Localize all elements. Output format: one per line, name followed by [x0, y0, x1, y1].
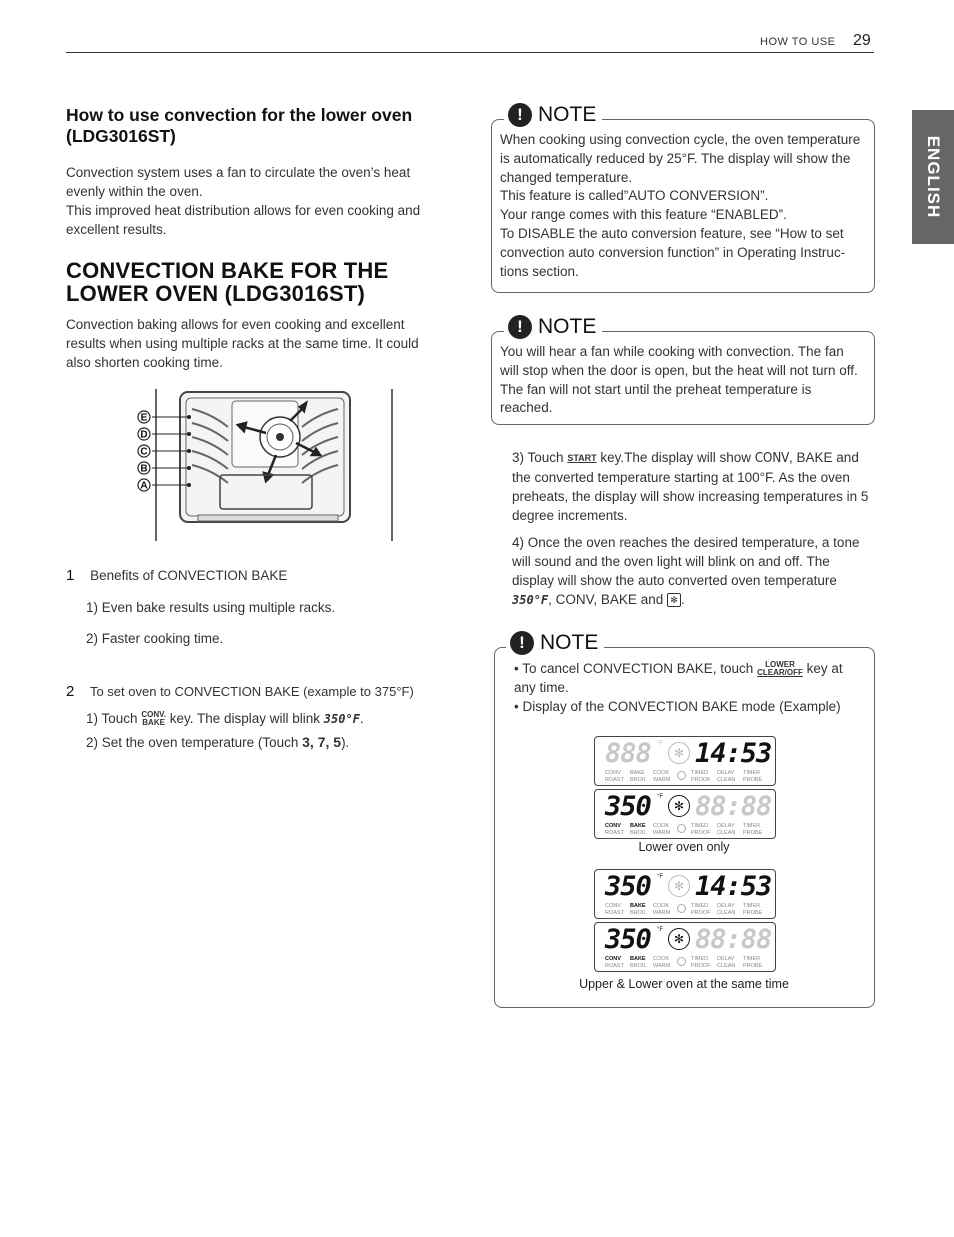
- lock-icon: [677, 957, 686, 966]
- setoven-step-2-text: 2) Set the oven temperature (Touch: [86, 735, 299, 750]
- step-4-text: 4) Once the oven reaches the desired temperature, a tone will sound and the oven light will blink on and off. The display will show the auto converted oven temperature: [512, 535, 860, 588]
- mode-label: BROIL: [630, 910, 647, 916]
- lock-icon: [677, 824, 686, 833]
- clock-digits: 88:88: [695, 924, 772, 955]
- caption-lower-oven: Lower oven only: [638, 840, 730, 854]
- display-readout: 350°F: [323, 712, 360, 726]
- mode-label: WARM: [653, 777, 671, 783]
- header-section-label: HOW TO USE: [760, 36, 836, 48]
- subsection-title: How to use convection for the lower oven (LDG3016ST): [66, 105, 413, 146]
- lock-icon: [677, 771, 686, 780]
- mode-label: COOK: [653, 770, 670, 776]
- bake-indicator: BAKE: [600, 592, 637, 607]
- setoven-step-2: [86, 733, 349, 752]
- key-line: CONV.: [141, 710, 166, 720]
- convection-fan-icon: ✻: [668, 742, 690, 764]
- mode-label: CONV: [605, 770, 621, 776]
- conv-indicator: CONV: [555, 592, 594, 607]
- oven-temp-digits: 350: [605, 871, 651, 902]
- step-4-text: and: [640, 592, 664, 607]
- step-3: 3) Touch START key.The display will show CONV, BAKE and the converted temperature starting at 100°F. As the oven preheats, the display will show increasing temperatures in 5 degree increments.: [512, 450, 869, 523]
- mode-label: TIMED: [691, 823, 709, 829]
- exclamation-icon: !: [508, 103, 532, 127]
- step-3-text: key.The display will show: [600, 450, 751, 465]
- mode-label: COOK: [653, 823, 670, 829]
- mode-label: CONV: [605, 823, 621, 829]
- rack-label: D: [140, 429, 148, 441]
- mode-label: BAKE: [630, 770, 645, 776]
- note-2-text: You will hear a fan while cooking with convection. The fan will stop when the door is open, but the heat will not turn off. The fan will not start until the preheat temperature is reached.: [500, 344, 858, 416]
- page-number: 29: [853, 32, 871, 49]
- benefits-heading: [66, 566, 287, 585]
- convection-fan-icon: ✻: [668, 795, 690, 817]
- bake-indicator: BAKE: [796, 450, 833, 465]
- setoven-step-2-text: ).: [341, 735, 350, 750]
- degree-f-indicator: °F: [657, 927, 664, 933]
- subsection-paragraph-1: Convection system uses a fan to circulate the oven’s heat evenly within the oven.: [66, 165, 411, 199]
- display-panel: [594, 736, 776, 786]
- setoven-step-1: 1) Touch CONV. BAKE key. The display will blink 350°F.: [86, 710, 364, 728]
- note-header-3: [506, 631, 604, 655]
- mode-label: WARM: [653, 910, 671, 916]
- mode-label: TIMED: [691, 903, 709, 909]
- mode-label: TIMED: [691, 770, 709, 776]
- mode-label: PROOF: [691, 910, 711, 916]
- mode-label: PROOF: [691, 830, 711, 836]
- benefit-item: 1) Even bake results using multiple racks.: [86, 600, 336, 615]
- mode-label: TIMER: [743, 903, 761, 909]
- section-intro: Convection baking allows for even cooking and excellent results when using multiple racks at the same time. It could also shorten cooking time.: [66, 317, 419, 370]
- note-3-text: To cancel CONVECTION BAKE, touch: [522, 661, 754, 676]
- mode-label: DELAY: [717, 770, 735, 776]
- display-panel: [594, 922, 776, 972]
- display-panel: [594, 789, 776, 839]
- clock-digits: 14:53: [695, 871, 772, 902]
- convection-fan-icon: ✻: [668, 928, 690, 950]
- mode-label: CLEAN: [717, 777, 736, 783]
- lower-clear-off-key: [757, 661, 803, 677]
- caption-both-ovens: Upper & Lower oven at the same time: [579, 977, 789, 991]
- lock-icon: [677, 904, 686, 913]
- conv-bake-key: [141, 711, 166, 727]
- mode-label: BROIL: [630, 830, 647, 836]
- mode-label: BAKE: [630, 956, 646, 962]
- setoven-heading: [66, 682, 414, 701]
- mode-label: TIMER: [743, 956, 761, 962]
- language-tab: [912, 110, 954, 244]
- note-header-1: [504, 103, 602, 127]
- header-divider: [66, 52, 874, 53]
- mode-label: ROAST: [605, 830, 624, 836]
- mode-label: PROBE: [743, 963, 763, 969]
- note-3-bullet-2: • Display of the CONVECTION BAKE mode (Example): [514, 699, 841, 714]
- note-header-2: [504, 315, 602, 339]
- setoven-step-1-text: key. The display will blink: [169, 711, 321, 726]
- fan-icon: ✻: [667, 593, 681, 607]
- mode-label: BAKE: [630, 903, 646, 909]
- rack-label: A: [140, 480, 148, 492]
- mode-label: WARM: [653, 963, 671, 969]
- mode-label: ROAST: [605, 910, 624, 916]
- mode-label: COOK: [653, 903, 670, 909]
- display-readout: 350°F: [512, 593, 549, 607]
- mode-label: PROBE: [743, 910, 763, 916]
- subsection-body: [66, 163, 446, 239]
- mode-label: DELAY: [717, 823, 735, 829]
- oven-diagram-svg: [134, 389, 394, 541]
- mode-label: TIMER: [743, 823, 761, 829]
- rack-label: B: [140, 463, 148, 475]
- oven-temp-digits: 350: [605, 791, 651, 822]
- mode-label: DELAY: [717, 903, 735, 909]
- note-label: NOTE: [538, 103, 597, 126]
- clock-digits: 88:88: [695, 791, 772, 822]
- mode-label: ROAST: [605, 777, 624, 783]
- step-3-text: 3) Touch: [512, 450, 564, 465]
- rack-label: E: [140, 412, 148, 424]
- convection-fan-icon: ✻: [668, 875, 690, 897]
- language-tab-label: ENGLISH: [924, 135, 943, 219]
- setoven-step-1-text: 1) Touch: [86, 711, 138, 726]
- mode-label: BAKE: [630, 823, 646, 829]
- mode-label: CONV: [605, 956, 621, 962]
- rack-label: C: [140, 446, 148, 458]
- oven-rack-diagram: [134, 389, 394, 541]
- degree-f-indicator: °F: [657, 874, 664, 880]
- oven-temp-digits: 350: [605, 924, 651, 955]
- display-panel: [594, 869, 776, 919]
- note-1-text: When cooking using convection cycle, the oven temperature is automatically reduced by 25°F. The display will show the changed temperature. This feature is called”AUTO CONVERSION”. Your range comes with this feature “ENABLED”. To DISABLE the auto conversion feature, see “How to set convection auto conversion function” in Operating Instruc- tions section.: [500, 132, 861, 279]
- mode-label: PROOF: [691, 963, 711, 969]
- key-line: BAKE: [142, 718, 165, 728]
- degree-f-indicator: °F: [657, 741, 664, 747]
- mode-label: PROOF: [691, 777, 711, 783]
- exclamation-icon: !: [510, 631, 534, 655]
- mode-label: CLEAN: [717, 963, 736, 969]
- note-3-bullet-1: • To cancel CONVECTION BAKE, touch LOWER CLEAR/OFF key at any time.: [514, 660, 843, 695]
- note-label: NOTE: [540, 631, 599, 654]
- section-title: CONVECTION BAKE FOR THE LOWER OVEN (LDG3016ST): [66, 258, 389, 306]
- mode-label: BROIL: [630, 963, 647, 969]
- benefit-item: 2) Faster cooking time.: [86, 631, 224, 646]
- mode-label: CONV: [605, 903, 621, 909]
- setoven-title: To set oven to CONVECTION BAKE (example to 375°F): [89, 684, 414, 699]
- benefits-title: Benefits of CONVECTION BAKE: [90, 568, 288, 583]
- mode-label: BROIL: [630, 777, 647, 783]
- degree-f-indicator: °F: [657, 794, 664, 800]
- mode-label: ROAST: [605, 963, 624, 969]
- benefits-number: 1: [66, 567, 75, 584]
- key-line: LOWER: [765, 660, 795, 670]
- mode-label: PROBE: [743, 777, 763, 783]
- mode-label: PROBE: [743, 830, 763, 836]
- step-3-text: and the converted temperature starting at 100°F. As the oven preheats, the display will show increasing temperatures in 5 degree increments.: [512, 450, 869, 523]
- start-key: START: [567, 453, 597, 464]
- setoven-number: 2: [66, 683, 75, 700]
- mode-label: CLEAN: [717, 910, 736, 916]
- key-line: CLEAR/OFF: [757, 668, 803, 678]
- mode-label: TIMER: [743, 770, 761, 776]
- note-label: NOTE: [538, 315, 597, 338]
- exclamation-icon: !: [508, 315, 532, 339]
- step-4: 4) Once the oven reaches the desired temperature, a tone will sound and the oven light will blink on and off. The display will show the auto converted oven temperature 350°F, CONV, BAKE and ✻ .: [512, 535, 860, 607]
- mode-label: CLEAN: [717, 830, 736, 836]
- mode-label: DELAY: [717, 956, 735, 962]
- conv-indicator: CONV: [754, 450, 789, 466]
- subsection-paragraph-2: This improved heat distribution allows for even cooking and excellent results.: [66, 203, 421, 237]
- note-3-text: Display of the CONVECTION BAKE mode (Example): [522, 699, 841, 714]
- number-keys: 3, 7, 5: [302, 734, 342, 750]
- mode-label: TIMED: [691, 956, 709, 962]
- oven-temp-digits: 888: [605, 738, 651, 769]
- mode-label: WARM: [653, 830, 671, 836]
- mode-label: COOK: [653, 956, 670, 962]
- note-3-text: key at any time.: [514, 661, 843, 695]
- clock-digits: 14:53: [695, 738, 772, 769]
